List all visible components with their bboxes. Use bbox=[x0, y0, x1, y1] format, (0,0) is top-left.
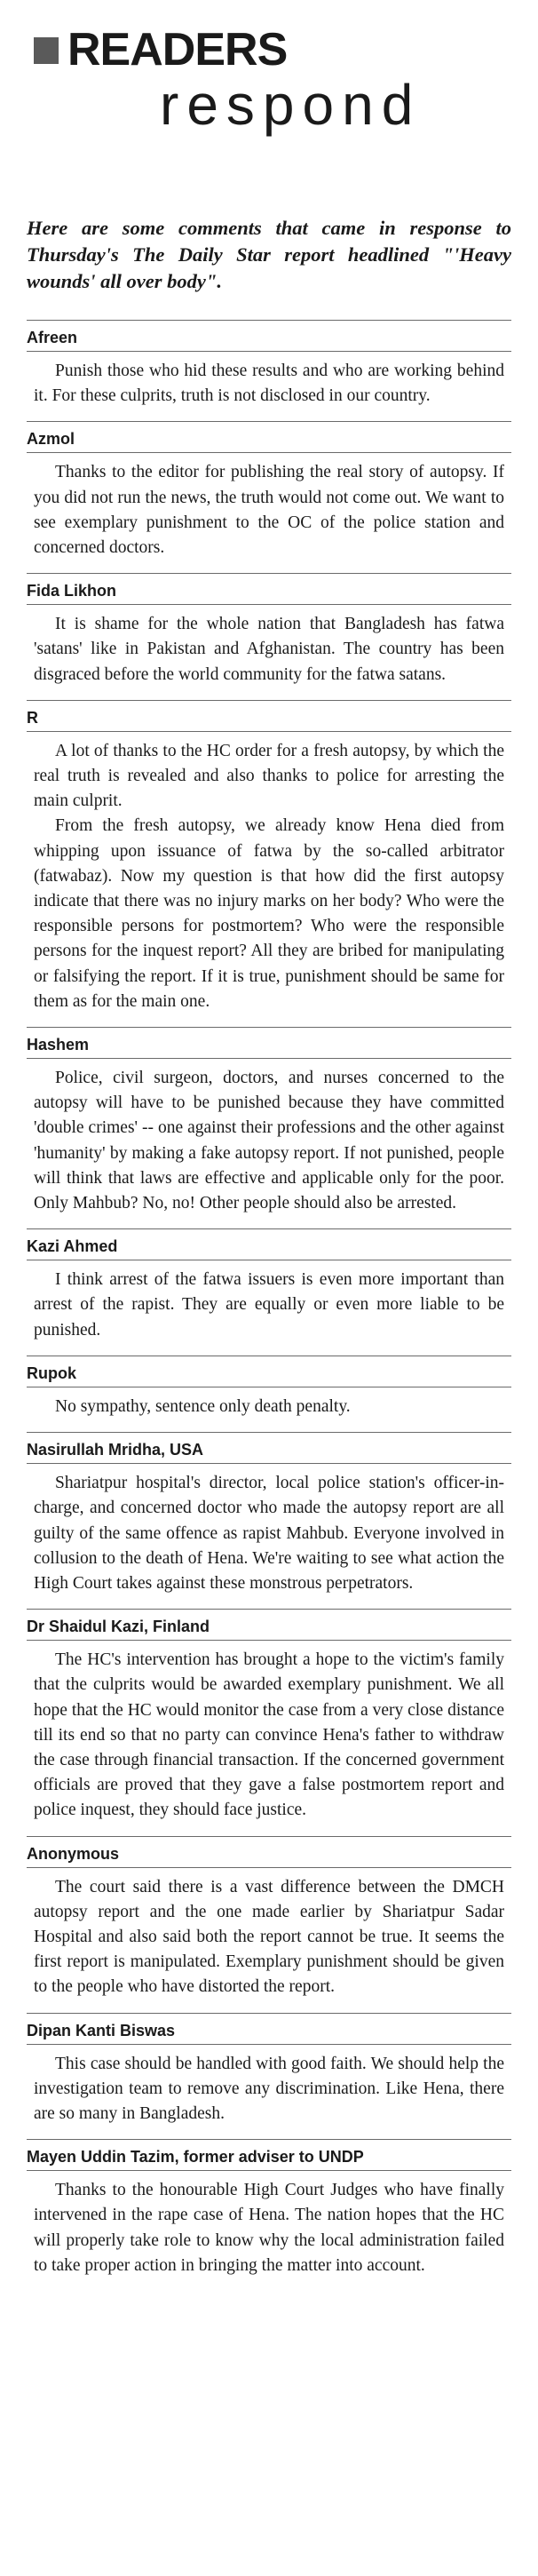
comment-entry bbox=[27, 2013, 511, 2140]
comment-entry bbox=[27, 2139, 511, 2291]
comment-paragraph: The court said there is a vast difference between the DMCH autopsy report and the one made earlier by Shariatpur Sadar Hospital and also said both the report cannot be true. It seems the first report is manipulated. Exemplary punishment should be given to the people who have distorted the report. bbox=[34, 1877, 504, 1997]
masthead-square-icon bbox=[34, 37, 59, 64]
comment-body bbox=[27, 1387, 511, 1432]
commenter-name: Afreen bbox=[27, 324, 511, 352]
comment-body bbox=[27, 2045, 511, 2140]
commenter-name: Azmol bbox=[27, 425, 511, 453]
commenter-name: Anonymous bbox=[27, 1841, 511, 1868]
commenter-name: Rupok bbox=[27, 1360, 511, 1387]
comment-body bbox=[27, 352, 511, 421]
comment-entry bbox=[27, 1836, 511, 2013]
comment-entry bbox=[27, 1356, 511, 1432]
commenter-name: Dipan Kanti Biswas bbox=[27, 2017, 511, 2045]
comment-body bbox=[27, 2171, 511, 2291]
masthead bbox=[27, 24, 511, 176]
comment-body bbox=[27, 732, 511, 1027]
masthead-respond: respond bbox=[160, 73, 422, 137]
commenter-name: Nasirullah Mridha, USA bbox=[27, 1436, 511, 1464]
comment-paragraph: I think arrest of the fatwa issuers is even more important than arrest of the rapist. They are equally or even more liable to be punished. bbox=[34, 1270, 504, 1340]
comment-body bbox=[27, 1260, 511, 1356]
comment-body bbox=[27, 605, 511, 700]
commenter-name: Dr Shaidul Kazi, Finland bbox=[27, 1613, 511, 1641]
commenter-name: Fida Likhon bbox=[27, 577, 511, 605]
comment-body bbox=[27, 453, 511, 573]
comment-entry bbox=[27, 320, 511, 421]
commenter-name: Mayen Uddin Tazim, former adviser to UNDP bbox=[27, 2143, 511, 2171]
comment-entry bbox=[27, 1228, 511, 1356]
comment-entry bbox=[27, 421, 511, 573]
comment-paragraph: The HC's intervention has brought a hope to the victim's family that the culprits would be awarded exemplary punishment. We all hope that the HC would monitor the case from a very close distance till its end so that no party can convince Hena's father to withdraw the case through financial transaction. If the concerned government officials are proved that they gave a false postmortem report and police inquest, they should face justice. bbox=[34, 1650, 504, 1820]
comment-paragraph: A lot of thanks to the HC order for a fresh autopsy, by which the real truth is revealed and also thanks to police for arresting the main culprit. bbox=[34, 741, 504, 811]
comment-paragraph: This case should be handled with good faith. We should help the investigation team to remove any discrimination. Like Hena, there are so many in Bangladesh. bbox=[34, 2054, 504, 2123]
comment-paragraph: It is shame for the whole nation that Bangladesh has fatwa 'satans' like in Pakistan and Afghanistan. The country has been disgraced before the world community for the fatwa satans. bbox=[34, 615, 504, 684]
intro-text: Here are some comments that came in response to Thursday's The Daily Star report headlined "'Heavy wounds' all over body". bbox=[27, 217, 511, 292]
comment-paragraph: Thanks to the honourable High Court Judges who have finally intervened in the rape case of Hena. The nation hopes that the HC will properly take role to know why the local administration failed to take proper action in bringing the matter into account. bbox=[34, 2181, 504, 2275]
comment-entry bbox=[27, 1432, 511, 1609]
comment-paragraph: From the fresh autopsy, we already know Hena died from whipping upon issuance of fatwa by the so-called arbitrator (fatwabaz). Now my question is that how did the first autopsy indicate that there was no injury marks on her body? Who were the responsible persons for postmortem? Who were the responsible persons for the inquest report? All they are bribed for manipulating or falsifying the report. If it is true, punishment should be same for them as for the main one. bbox=[34, 816, 504, 1011]
comment-body bbox=[27, 1059, 511, 1228]
masthead-readers: READERS bbox=[67, 24, 288, 76]
comment-paragraph: Thanks to the editor for publishing the real story of autopsy. If you did not run the news, the truth would not come out. We want to see exemplary punishment to the OC of the police station and concerned doctors. bbox=[34, 463, 504, 558]
comment-entry bbox=[27, 573, 511, 700]
comment-paragraph: Punish those who hid these results and who are working behind it. For these culprits, truth is not disclosed in our country. bbox=[34, 362, 504, 406]
comment-entry bbox=[27, 700, 511, 1027]
commenter-name: R bbox=[27, 704, 511, 732]
comment-body bbox=[27, 1464, 511, 1609]
commenter-name: Kazi Ahmed bbox=[27, 1233, 511, 1260]
comment-paragraph: No sympathy, sentence only death penalty. bbox=[55, 1396, 351, 1416]
commenter-name: Hashem bbox=[27, 1031, 511, 1059]
comment-body bbox=[27, 1868, 511, 2013]
comment-body bbox=[27, 1641, 511, 1835]
comment-paragraph: Shariatpur hospital's director, local police station's officer-in-charge, and concerned doctor who made the autopsy report are all guilty of the same offence as rapist Mahbub. Everyone involved in collusion to the death of Hena. We're waiting to see what action the High Court takes against these monstrous perpetrators. bbox=[34, 1474, 504, 1593]
comment-paragraph: Police, civil surgeon, doctors, and nurses concerned to the autopsy will have to be punished because they have committed 'double crimes' -- one against their professions and the other against 'humanity' by making a fake autopsy report. If not punished, people will think that laws are effective and applicable only for the poor. Only Mahbub? No, no! Other people should also be arrested. bbox=[34, 1069, 504, 1213]
comment-list bbox=[27, 320, 511, 2291]
comment-entry bbox=[27, 1609, 511, 1835]
comment-entry bbox=[27, 1027, 511, 1228]
